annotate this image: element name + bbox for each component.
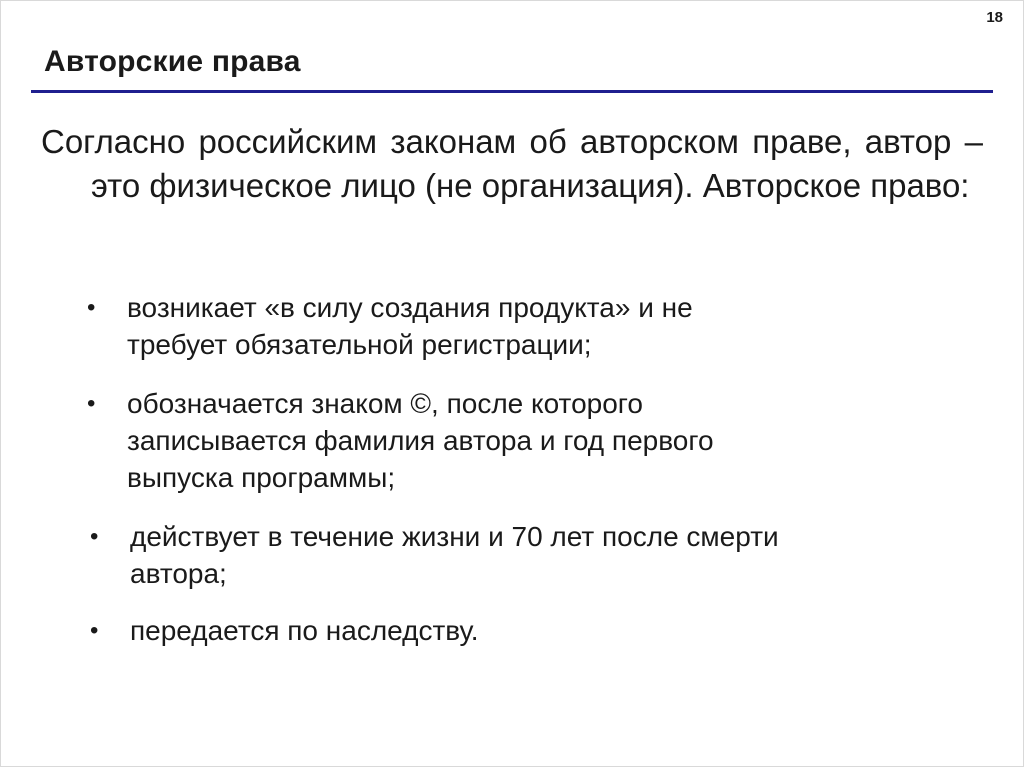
bullet-line: записывается фамилия автора и год первого	[127, 425, 714, 456]
bullet-icon: •	[90, 617, 99, 644]
slide-title: Авторские права	[44, 45, 301, 78]
bullet-icon: •	[87, 390, 96, 417]
bullet-icon: •	[90, 523, 99, 550]
bullet-line: возникает «в силу создания продукта» и не	[127, 292, 693, 323]
bullet-line: автора;	[130, 558, 227, 589]
bullet-item	[87, 385, 967, 496]
bullet-line: требует обязательной регистрации;	[127, 329, 592, 360]
bullet-list	[87, 289, 967, 649]
bullet-item	[87, 289, 967, 363]
intro-paragraph: Согласно российским законам об авторском праве, автор – это физическое лицо (не организация). Авторское право:	[41, 123, 983, 204]
page-number: 18	[986, 9, 1003, 26]
title-divider	[31, 90, 993, 93]
bullet-icon: •	[87, 294, 96, 321]
bullet-line: передается по наследству.	[130, 615, 479, 646]
bullet-line: обозначается знаком ©, после которого	[127, 388, 643, 419]
bullet-item	[90, 612, 967, 649]
bullet-line: выпуска программы;	[127, 462, 396, 493]
bullet-line: действует в течение жизни и 70 лет после смерти	[130, 521, 779, 552]
bullet-item	[90, 518, 967, 592]
